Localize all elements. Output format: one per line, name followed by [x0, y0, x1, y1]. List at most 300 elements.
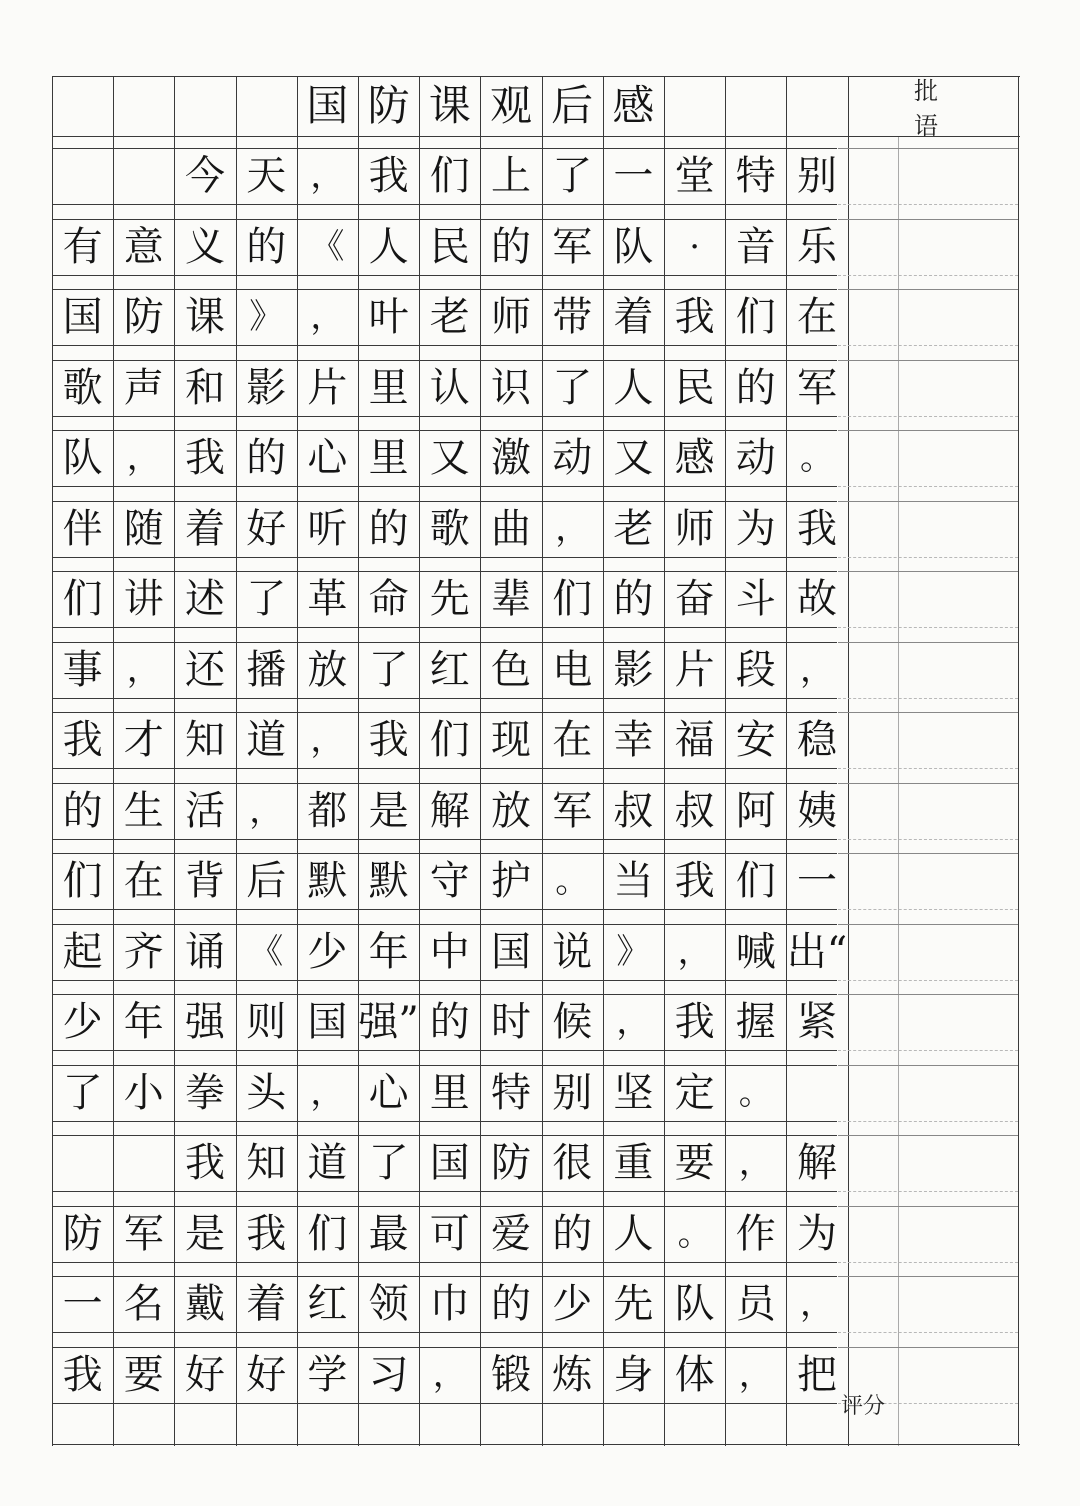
essay-char-cell: ，: [738, 1354, 773, 1395]
essay-char-cell: 国: [429, 1140, 470, 1186]
essay-char-cell: ·: [689, 226, 700, 267]
essay-char-cell: 了: [552, 364, 593, 411]
essay-row: [52, 712, 837, 768]
essay-char-cell: [786, 1065, 847, 1121]
essay-char-cell: 认: [429, 364, 470, 411]
essay-char-cell: 又: [613, 435, 654, 481]
essay-char-cell: 体: [674, 1351, 715, 1398]
comment-guide-line: [838, 642, 1018, 643]
essay-char-cell: 好: [246, 1351, 287, 1398]
essay-char-cell: 的: [552, 1210, 593, 1257]
grid-horizontal-line: [52, 1444, 1020, 1445]
essay-char-cell: 声: [123, 364, 164, 411]
comment-guide-line: [838, 1121, 1018, 1122]
essay-char-cell: 重: [613, 1140, 654, 1186]
comment-guide-line: [838, 853, 1018, 854]
essay-char-cell: 别: [796, 153, 837, 199]
essay-char-cell: 的: [368, 505, 409, 552]
essay-char-cell: 上: [490, 153, 531, 199]
grid-horizontal-line: [52, 416, 837, 417]
essay-row: [52, 1206, 837, 1262]
essay-char-cell: [113, 1135, 174, 1191]
essay-row: [52, 994, 837, 1050]
essay-char-cell: 事: [62, 646, 103, 693]
essay-char-cell: 。: [555, 861, 590, 901]
essay-row: [52, 571, 837, 627]
comment-guide-line: [838, 1135, 1018, 1136]
essay-char-cell: 国: [490, 928, 531, 975]
comment-guide-line: [838, 430, 1018, 431]
essay-char-cell: 领: [368, 1281, 409, 1327]
essay-char-cell: 定: [674, 1069, 715, 1116]
essay-char-cell: 强”: [358, 999, 419, 1045]
essay-char-cell: 我: [796, 505, 837, 552]
essay-char-cell: ，: [799, 649, 834, 690]
essay-char-cell: 的: [613, 576, 654, 622]
essay-char-cell: 》: [616, 931, 651, 972]
essay-char-cell: 知: [246, 1140, 287, 1186]
essay-char-cell: 身: [613, 1351, 654, 1398]
essay-row: [52, 853, 837, 909]
essay-char-cell: 队: [674, 1281, 715, 1327]
grid-horizontal-line: [52, 627, 837, 628]
grid-horizontal-line: [52, 275, 837, 276]
essay-char-cell: 我: [184, 1140, 225, 1186]
essay-char-cell: 了: [552, 153, 593, 199]
essay-char-cell: 里: [429, 1069, 470, 1116]
essay-char-cell: 一: [613, 153, 654, 199]
essay-char-cell: 当: [613, 858, 654, 904]
essay-char-cell: 了: [368, 646, 409, 693]
grid-horizontal-line: [52, 345, 837, 346]
essay-char-cell: 别: [552, 1069, 593, 1116]
essay-char-cell: 要: [123, 1351, 164, 1398]
essay-char-cell: 戴: [184, 1281, 225, 1327]
grid-horizontal-line: [52, 839, 837, 840]
grid-horizontal-line: [52, 1191, 837, 1192]
essay-char-cell: 我: [62, 717, 103, 763]
grid-vertical-line: [898, 136, 899, 1446]
score-label: [840, 1372, 886, 1442]
grid-horizontal-line: [52, 557, 837, 558]
essay-char-cell: 堂: [674, 153, 715, 199]
essay-char-cell: 队: [62, 435, 103, 481]
essay-char-cell: 音: [735, 223, 776, 270]
essay-char-cell: 的: [246, 435, 287, 481]
essay-char-cell: 巾: [429, 1281, 470, 1327]
essay-char-cell: 把: [796, 1351, 837, 1398]
essay-char-cell: 可: [429, 1210, 470, 1257]
essay-char-cell: [52, 148, 113, 204]
essay-char-cell: 最: [368, 1210, 409, 1257]
essay-char-cell: 的: [246, 223, 287, 270]
essay-char-cell: 们: [307, 1210, 348, 1257]
essay-char-cell: 好: [246, 505, 287, 552]
essay-char-cell: 伴: [62, 505, 103, 552]
essay-row: [52, 1135, 837, 1191]
essay-char-cell: ，: [555, 508, 590, 549]
essay-char-cell: 时: [490, 999, 531, 1045]
essay-char-cell: 特: [735, 153, 776, 199]
essay-char-cell: 安: [735, 717, 776, 763]
essay-char-cell: 激: [490, 435, 531, 481]
essay-char-cell: 了: [62, 1069, 103, 1116]
essay-char-cell: 背: [184, 858, 225, 904]
essay-char-cell: 军: [552, 787, 593, 834]
essay-char-cell: 今: [184, 153, 225, 199]
comment-guide-line: [838, 360, 1018, 361]
comment-guide-line: [838, 994, 1018, 995]
essay-char-cell: ，: [310, 297, 345, 337]
grid-horizontal-line: [52, 768, 837, 769]
essay-char-cell: 曲: [490, 505, 531, 552]
essay-char-cell: 我: [368, 153, 409, 199]
essay-char-cell: ，: [432, 1354, 467, 1395]
essay-char-cell: 默: [368, 858, 409, 904]
essay-char-cell: 着: [184, 505, 225, 552]
essay-char-cell: 革: [307, 576, 348, 622]
essay-char-cell: 的: [490, 223, 531, 270]
essay-char-cell: 防: [62, 1210, 103, 1257]
grid-horizontal-line: [52, 980, 837, 981]
essay-char-cell: 国: [62, 294, 103, 340]
essay-char-cell: ，: [677, 931, 712, 972]
essay-char-cell: 名: [123, 1281, 164, 1327]
comment-guide-line: [838, 698, 1018, 699]
comment-guide-line: [838, 148, 1018, 149]
grid-horizontal-line: [52, 1332, 837, 1333]
essay-char-cell: 辈: [490, 576, 531, 622]
essay-char-cell: 守: [429, 858, 470, 904]
comment-guide-line: [838, 1262, 1018, 1263]
essay-char-cell: 动: [735, 435, 776, 481]
comment-guide-line: [838, 275, 1018, 276]
essay-char-cell: 老: [429, 294, 470, 340]
essay-char-cell: 军: [552, 223, 593, 270]
essay-char-cell: [113, 148, 174, 204]
essay-char-cell: 一: [796, 858, 837, 904]
essay-char-cell: 队: [613, 223, 654, 270]
essay-char-cell: 动: [552, 435, 593, 481]
essay-char-cell: 都: [307, 787, 348, 834]
title-char: 感: [612, 81, 655, 130]
essay-char-cell: 出“: [786, 928, 848, 975]
essay-row: [52, 924, 848, 980]
essay-char-cell: 们: [735, 294, 776, 340]
essay-char-cell: 们: [735, 858, 776, 904]
essay-char-cell: 紧: [796, 999, 837, 1045]
essay-char-cell: 爱: [490, 1210, 531, 1257]
title-char: 防: [367, 81, 410, 130]
essay-char-cell: ，: [310, 720, 345, 760]
essay-char-cell: 的: [490, 1281, 531, 1327]
essay-char-cell: 很: [552, 1140, 593, 1186]
essay-row: [52, 1347, 837, 1403]
essay-char-cell: 心: [307, 435, 348, 481]
essay-char-cell: 在: [123, 858, 164, 904]
essay-char-cell: 里: [368, 435, 409, 481]
essay-char-cell: 头: [246, 1069, 287, 1116]
essay-char-cell: 稳: [796, 717, 837, 763]
comment-guide-line: [838, 486, 1018, 487]
essay-char-cell: 年: [368, 928, 409, 975]
essay-char-cell: 强: [184, 999, 225, 1045]
essay-char-cell: 们: [552, 576, 593, 622]
essay-char-cell: 天: [246, 153, 287, 199]
essay-char-cell: 里: [368, 364, 409, 411]
essay-char-cell: 员: [735, 1281, 776, 1327]
essay-char-cell: 感: [674, 435, 715, 481]
essay-char-cell: 命: [368, 576, 409, 622]
essay-char-cell: 小: [123, 1069, 164, 1116]
essay-char-cell: 姨: [796, 787, 837, 834]
essay-char-cell: 。: [677, 1213, 712, 1254]
grid-horizontal-line: [52, 698, 837, 699]
essay-char-cell: 先: [613, 1281, 654, 1327]
essay-char-cell: 活: [184, 787, 225, 834]
comment-guide-line: [838, 1332, 1018, 1333]
essay-char-cell: 解: [796, 1140, 837, 1186]
essay-char-cell: 我: [246, 1210, 287, 1257]
essay-char-cell: 民: [429, 223, 470, 270]
essay-char-cell: 《: [249, 931, 284, 972]
grid-horizontal-line: [52, 136, 1020, 137]
essay-char-cell: 防: [490, 1140, 531, 1186]
essay-char-cell: 有: [62, 223, 103, 270]
essay-char-cell: 乐: [796, 223, 837, 270]
comment-guide-line: [838, 1206, 1018, 1207]
essay-char-cell: 福: [674, 717, 715, 763]
essay-char-cell: 防: [123, 294, 164, 340]
essay-char-cell: 军: [123, 1210, 164, 1257]
essay-char-cell: 师: [674, 505, 715, 552]
essay-char-cell: 习: [368, 1351, 409, 1398]
essay-char-cell: ，: [126, 649, 161, 690]
essay-char-cell: 奋: [674, 576, 715, 622]
essay-char-cell: 又: [429, 435, 470, 481]
essay-char-cell: 们: [62, 858, 103, 904]
essay-char-cell: [52, 1135, 113, 1191]
score-label-text: 评分: [840, 1394, 885, 1420]
comment-column-label: 批 语: [914, 77, 964, 140]
comment-guide-line: [838, 980, 1018, 981]
essay-row: [52, 1276, 837, 1332]
essay-char-cell: 锻: [490, 1351, 531, 1398]
title-char: 后: [551, 81, 594, 130]
essay-char-cell: 了: [246, 576, 287, 622]
title-char: 观: [489, 81, 532, 130]
essay-char-cell: 影: [246, 364, 287, 411]
essay-char-cell: 播: [246, 646, 287, 693]
essay-char-cell: 和: [184, 364, 225, 411]
essay-char-cell: 少: [62, 999, 103, 1045]
essay-char-cell: 片: [674, 646, 715, 693]
essay-char-cell: 着: [613, 294, 654, 340]
essay-char-cell: 中: [429, 928, 470, 975]
essay-char-cell: 诵: [184, 928, 225, 975]
essay-char-cell: 我: [368, 717, 409, 763]
essay-char-cell: 坚: [613, 1069, 654, 1116]
essay-char-cell: 起: [62, 928, 103, 975]
essay-row: [52, 642, 837, 698]
essay-char-cell: 少: [307, 928, 348, 975]
essay-char-cell: 色: [490, 646, 531, 693]
comment-guide-line: [838, 204, 1018, 205]
essay-char-cell: 为: [735, 505, 776, 552]
essay-char-cell: 着: [246, 1281, 287, 1327]
essay-char-cell: 叔: [613, 787, 654, 834]
essay-char-cell: 叶: [368, 294, 409, 340]
grid-horizontal-line: [52, 486, 837, 487]
comment-guide-line: [838, 1276, 1018, 1277]
essay-char-cell: 解: [429, 787, 470, 834]
comment-guide-line: [838, 1191, 1018, 1192]
essay-char-cell: 讲: [123, 576, 164, 622]
essay-char-cell: 知: [184, 717, 225, 763]
essay-row: [52, 289, 837, 345]
essay-char-cell: 默: [307, 858, 348, 904]
essay-char-cell: 才: [123, 717, 164, 763]
comment-guide-line: [838, 345, 1018, 346]
essay-row: [52, 360, 837, 416]
essay-row: [52, 148, 837, 204]
essay-char-cell: 红: [307, 1281, 348, 1327]
comment-guide-line: [838, 627, 1018, 628]
essay-char-cell: 阿: [735, 787, 776, 834]
comment-guide-line: [838, 839, 1018, 840]
essay-char-cell: 的: [735, 364, 776, 411]
essay-char-cell: 是: [184, 1210, 225, 1257]
title-char: 课: [428, 81, 471, 130]
essay-row: [52, 219, 837, 275]
comment-guide-line: [838, 1065, 1018, 1066]
essay-char-cell: 为: [796, 1210, 837, 1257]
essay-char-cell: 识: [490, 364, 531, 411]
essay-char-cell: 师: [490, 294, 531, 340]
comment-guide-line: [838, 783, 1018, 784]
essay-char-cell: 军: [796, 364, 837, 411]
essay-char-cell: 幸: [613, 717, 654, 763]
comment-guide-line: [838, 712, 1018, 713]
essay-char-cell: 人: [368, 223, 409, 270]
comment-guide-line: [838, 416, 1018, 417]
essay-char-cell: 歌: [62, 364, 103, 411]
essay-char-cell: 在: [552, 717, 593, 763]
essay-row: [52, 783, 837, 839]
essay-char-cell: 》: [249, 297, 284, 337]
essay-char-cell: 歌: [429, 505, 470, 552]
essay-char-cell: 先: [429, 576, 470, 622]
essay-row: [52, 501, 837, 557]
essay-char-cell: 好: [184, 1351, 225, 1398]
essay-char-cell: 随: [123, 505, 164, 552]
essay-char-cell: 炼: [552, 1351, 593, 1398]
essay-char-cell: 一: [62, 1281, 103, 1327]
comment-guide-line: [838, 557, 1018, 558]
essay-char-cell: 我: [674, 858, 715, 904]
essay-char-cell: 故: [796, 576, 837, 622]
essay-char-cell: 段: [735, 646, 776, 693]
comment-guide-line: [838, 1050, 1018, 1051]
comment-guide-line: [838, 219, 1018, 220]
essay-char-cell: 心: [368, 1069, 409, 1116]
essay-char-cell: 。: [799, 438, 834, 478]
essay-char-cell: ，: [310, 156, 345, 196]
essay-char-cell: 人: [613, 1210, 654, 1257]
essay-char-cell: ，: [126, 438, 161, 478]
essay-char-cell: ，: [249, 790, 284, 831]
essay-char-cell: 红: [429, 646, 470, 693]
comment-guide-line: [838, 924, 1018, 925]
essay-char-cell: 还: [184, 646, 225, 693]
essay-char-cell: 们: [429, 153, 470, 199]
essay-char-cell: 《: [310, 226, 345, 267]
essay-row: [52, 1065, 837, 1121]
essay-char-cell: 们: [62, 576, 103, 622]
grid-horizontal-line: [52, 1262, 837, 1263]
essay-char-cell: 喊: [735, 928, 776, 975]
essay-row: [52, 430, 837, 486]
essay-char-cell: 义: [184, 223, 225, 270]
essay-char-cell: 意: [123, 223, 164, 270]
composition-sheet: [52, 76, 1020, 1446]
essay-char-cell: 生: [123, 787, 164, 834]
essay-char-cell: 则: [246, 999, 287, 1045]
essay-char-cell: 的: [429, 999, 470, 1045]
comment-guide-line: [838, 289, 1018, 290]
comment-guide-line: [838, 909, 1018, 910]
essay-char-cell: 特: [490, 1069, 531, 1116]
essay-char-cell: 民: [674, 364, 715, 411]
essay-char-cell: 述: [184, 576, 225, 622]
grid-horizontal-line: [52, 909, 837, 910]
grid-horizontal-line: [52, 1121, 837, 1122]
essay-char-cell: 少: [552, 1281, 593, 1327]
title-char: 国: [306, 81, 349, 130]
essay-char-cell: 人: [613, 364, 654, 411]
essay-char-cell: 听: [307, 505, 348, 552]
essay-char-cell: 我: [674, 294, 715, 340]
essay-char-cell: 的: [62, 787, 103, 834]
grid-horizontal-line: [52, 1050, 837, 1051]
essay-char-cell: 拳: [184, 1069, 225, 1116]
essay-char-cell: 国: [307, 999, 348, 1045]
essay-char-cell: 要: [674, 1140, 715, 1186]
comment-guide-line: [838, 501, 1018, 502]
essay-char-cell: 说: [552, 928, 593, 975]
essay-char-cell: 候: [552, 999, 593, 1045]
essay-char-cell: 老: [613, 505, 654, 552]
essay-char-cell: 电: [552, 646, 593, 693]
grid-horizontal-line: [52, 204, 837, 205]
essay-char-cell: 斗: [735, 576, 776, 622]
essay-char-cell: 叔: [674, 787, 715, 834]
essay-char-cell: 学: [307, 1351, 348, 1398]
essay-char-cell: 护: [490, 858, 531, 904]
essay-char-cell: 在: [796, 294, 837, 340]
essay-char-cell: 们: [429, 717, 470, 763]
essay-char-cell: 带: [552, 294, 593, 340]
essay-char-cell: 现: [490, 717, 531, 763]
essay-char-cell: 握: [735, 999, 776, 1045]
comment-guide-line: [838, 571, 1018, 572]
comment-guide-line: [838, 1347, 1018, 1348]
essay-char-cell: 道: [307, 1140, 348, 1186]
grid-horizontal-line: [52, 1403, 837, 1404]
essay-char-cell: 了: [368, 1140, 409, 1186]
essay-char-cell: 是: [368, 787, 409, 834]
essay-char-cell: ，: [616, 1002, 651, 1042]
